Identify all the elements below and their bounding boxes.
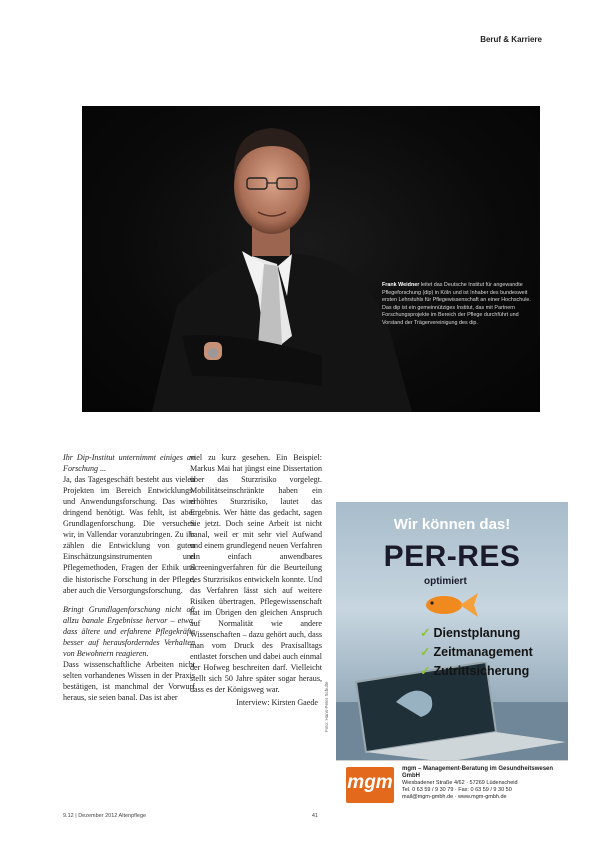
ad-feature-item: ✓ Zeitmanagement [420, 645, 533, 659]
section-header: Beruf & Karriere [480, 35, 542, 44]
article-column-1 [63, 452, 195, 703]
photo-caption [382, 282, 532, 328]
company-address: Wiesbadener Straße 4/62 · 57269 Lüdenscheid [402, 780, 518, 786]
company-name: mgm – Management-Beratung im Gesundheitswesen GmbH [402, 766, 554, 779]
portrait-illustration [82, 106, 540, 412]
question-1: Ihr Dip-Institut unternimmt einiges an Forschung ... [63, 453, 195, 474]
company-web[interactable]: mail@mgm-gmbh.de · www.mgm-gmbh.de [402, 794, 507, 800]
ad-feature-list [420, 624, 533, 681]
caption-text: leitet das Deutsche Institut für angewandte Pflegeforschung (dip) in Köln und ist Inhaber des bundesweit ersten Lehrstuhls für Pflegewissenschaft an einer Hochschule. Das dip ist ein gemeinnütziges Institut, das mit Partnern Forschungsprojekte im Bereich der Pflege durchführt und Vorstand der Trägervereinigung des dip. [382, 282, 531, 326]
logo-text: mgm [347, 772, 393, 793]
check-icon: ✓ [420, 664, 431, 678]
company-phone: Tel. 0 63 59 / 9 30 79 · Fax: 0 63 59 / 9 30 50 [402, 787, 512, 793]
question-2: Bringt Grundlagenforschung nicht oft allzu banale Ergebnisse hervor – etwa, dass ältere und erfahrene Pflegekräfte besser auf herausforderndes Verhalten von Bewohnern reagieren. [63, 604, 195, 658]
page-number: 41 [311, 813, 318, 819]
article-column-2 [190, 452, 322, 708]
goldfish-icon [420, 590, 478, 620]
page-footer [63, 813, 318, 819]
advertisement[interactable] [336, 502, 568, 810]
answer-1: Ja, das Tagesgeschäft besteht aus vielen Projekten im Bereich Entwicklungs- und Anwendungsforschung. Das wird dringend benötigt. Was fehlt, ist aber Grundlagenforschung. Die versuchen wir, in Vallendar voranzubringen. Zu ihr zählen die Entwicklung von guten Einschätzungsinstrumenten und Pflegemethoden, Fragen der Ethik und die historische Forschung in der Pflege, aber auch die Versorgungsforschung. [63, 475, 195, 595]
check-icon: ✓ [420, 626, 431, 640]
ad-feature-item: ✓ Dienstplanung [420, 626, 521, 640]
answer-2: Dass wissenschaftliche Arbeiten nicht selten vorhandenes Wissen in der Praxis bestätigen, ist manchmal der Vorwurf heraus, sie seien banal. Das ist aber [63, 659, 195, 702]
caption-name: Frank Weidner [382, 282, 420, 288]
ad-headline: Wir können das! [393, 516, 511, 533]
interview-signature: Interview: Kirsten Gaede [236, 698, 318, 708]
issue-info: 9.12 | Dezember 2012 Altenpflege [63, 813, 147, 819]
answer-2-continued: viel zu kurz gesehen. Ein Beispiel: Markus Mai hat jüngst eine Dissertation über das Sturzrisiko vorgelegt. Mobilitätseinschränkte haben ein erhöhtes Sturzrisiko, lautet das Ergebnis. Wer hätte das gedacht, sagen Sie jetzt. Doch seine Arbeit ist nicht banal, weil er mit sehr viel Aufwand und einem grundlegend neuen Verfahren ein einfach anwendbares Screeningverfahren für die Beurteilung des Sturzrisikos entwickeln konnte. Und das Verfahren lässt sich auf weitere Risiken übertragen. Pflegewissenschaft hat im Übrigen den gleichen Anspruch auf Normalität wie andere Wissenschaften – dazu gehört auch, dass man vom Druck des Praxisalltags entlastet forschen und dabei auch einmal der Hofweg beschreiten darf. Vielleicht stellt sich 50 Jahre später sogar heraus, dass es der Königsweg war. [190, 453, 322, 694]
ad-feature-item: ✓ Zutrittsicherung [420, 664, 530, 678]
ad-company-info [402, 766, 562, 801]
portrait-photo [82, 106, 540, 412]
ad-brand: PER-RES [383, 540, 521, 573]
photo-credit: Foto: Hans-Peter Schulte [324, 681, 329, 732]
mgm-logo[interactable] [346, 767, 394, 803]
ad-subline: optimiert [424, 576, 467, 587]
check-icon: ✓ [420, 645, 431, 659]
ad-footer [336, 760, 568, 810]
